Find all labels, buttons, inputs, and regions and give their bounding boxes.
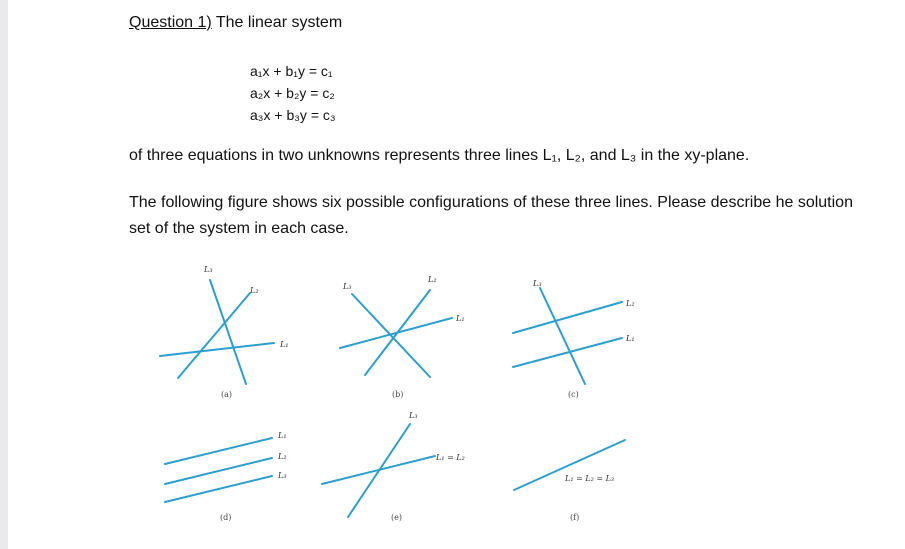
question-label: Question 1) xyxy=(129,14,212,31)
panel-e-caption: (e) xyxy=(391,513,402,522)
panel-b-line-l1 xyxy=(340,318,452,348)
panel-e-line-l1-l2 xyxy=(322,456,435,484)
panel-d-caption: (d) xyxy=(220,513,232,522)
panel-d-label-l2: L₂ xyxy=(278,452,287,461)
panel-c-caption: (c) xyxy=(568,390,579,399)
panel-c-line-l2 xyxy=(513,302,622,333)
panel-f-caption: (f) xyxy=(570,513,580,522)
equation-3: a₃x + b₃y = c₃ xyxy=(250,107,336,123)
panel-d-label-l3: L₃ xyxy=(278,471,287,480)
panel-a-label-l3: L₃ xyxy=(204,265,213,274)
panel-b-label-l1: L₁ xyxy=(456,314,465,323)
panel-a-line-l3 xyxy=(210,280,246,384)
panel-e-label-l1-l2: L₁ = L₂ xyxy=(436,453,465,462)
panel-a-label-l2: L₂ xyxy=(250,286,259,295)
equation-2: a₂x + b₂y = c₂ xyxy=(250,85,335,101)
panel-c-label-l2: L₂ xyxy=(626,299,635,308)
paragraph-instructions: The following figure shows six possible configurations of these three lines. Please describe he solution set of the system in each case. xyxy=(129,194,853,237)
panel-a-caption: (a) xyxy=(221,390,233,399)
panel-a-label-l1: L₁ xyxy=(280,340,289,349)
paragraph-lines: of three equations in two unknowns represents three lines L₁, L₂, and L₃ in the xy-plane. xyxy=(129,147,750,164)
panel-a-line-l1 xyxy=(160,343,274,356)
panel-f-label-l1-l2-l3: L₁ = L₂ = L₃ xyxy=(565,474,615,483)
panel-e-label-l3: L₃ xyxy=(409,411,418,420)
panel-c-line-l3 xyxy=(540,288,585,384)
panel-b-label-l3: L₃ xyxy=(343,282,352,291)
panel-b-label-l2: L₂ xyxy=(428,275,437,284)
panel-d-label-l1: L₁ xyxy=(278,431,287,440)
question-intro: The linear system xyxy=(211,14,343,31)
panel-c-label-l1: L₁ xyxy=(626,334,635,343)
panel-b-caption: (b) xyxy=(392,390,404,399)
panel-c-line-l1 xyxy=(513,338,622,367)
equation-1: a₁x + b₁y = c₁ xyxy=(250,63,333,79)
panel-c-label-l3: L₃ xyxy=(533,279,542,288)
panel-d-line-l1 xyxy=(165,438,272,464)
